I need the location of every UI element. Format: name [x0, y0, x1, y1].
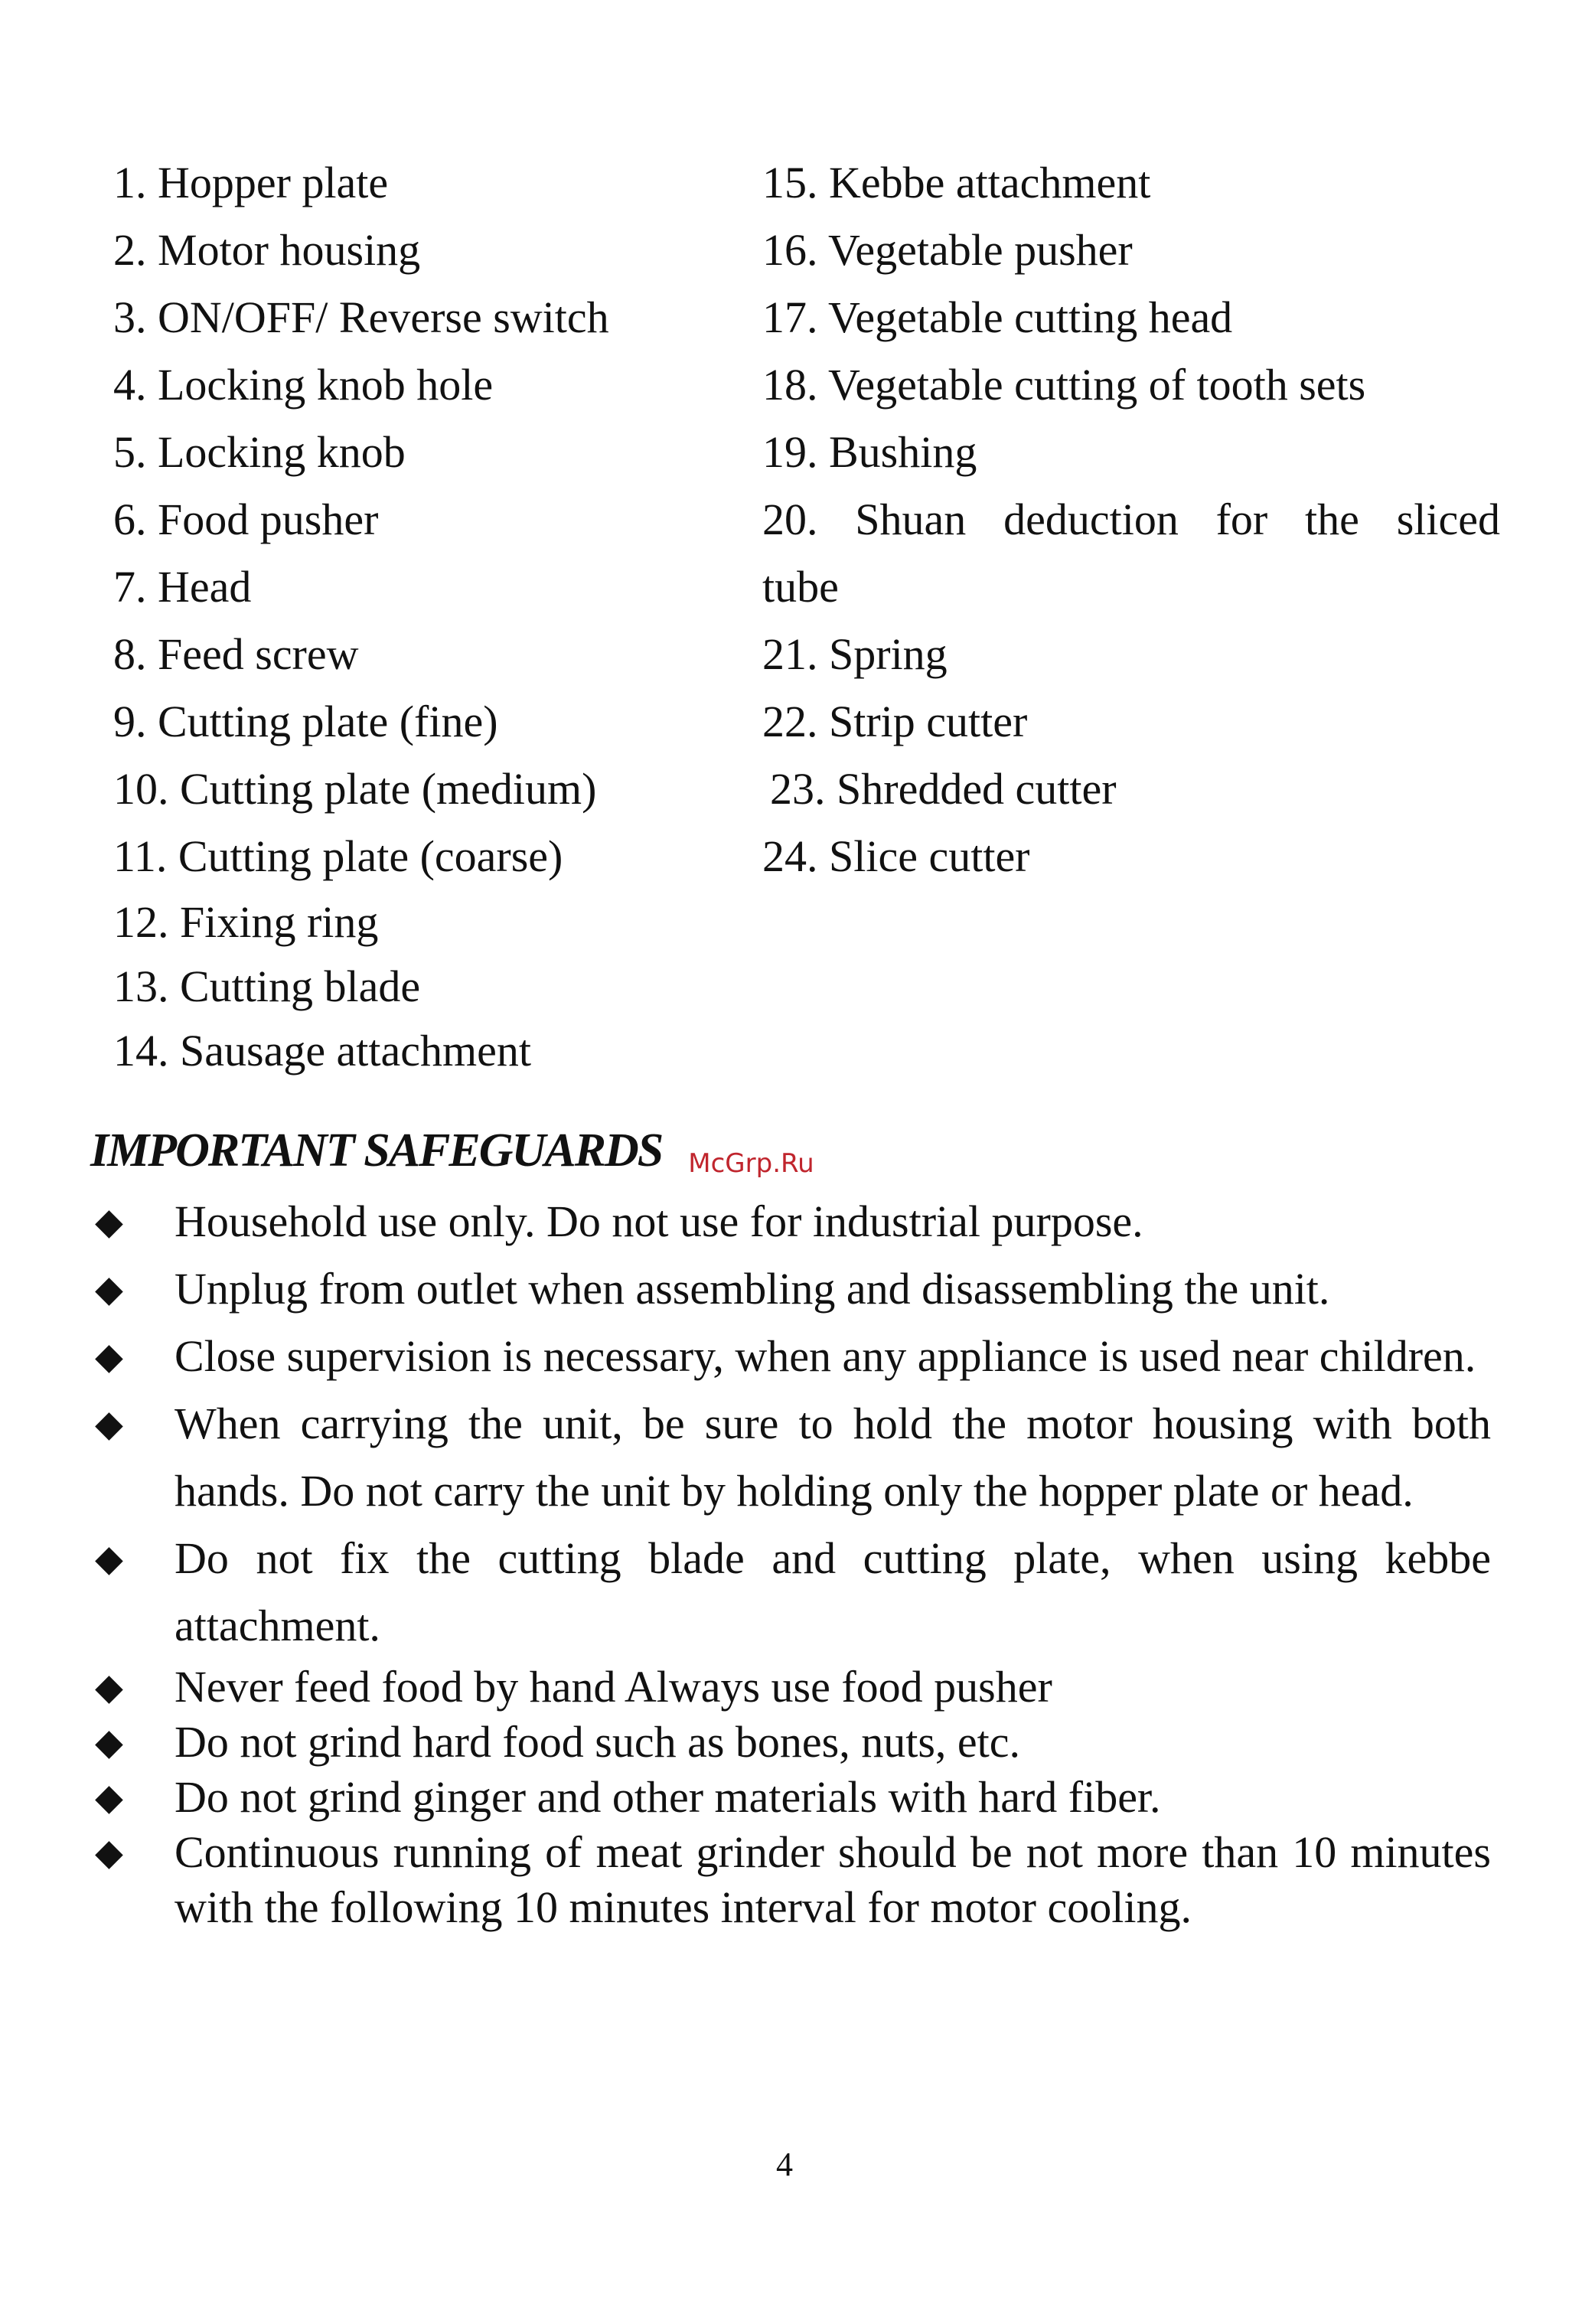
- part-item: 8. Feed screw: [113, 629, 359, 679]
- part-item: 14. Sausage attachment: [113, 1026, 531, 1076]
- safeguards-list: [90, 1188, 1491, 1935]
- parts-list-right: [762, 149, 1500, 890]
- diamond-bullet-icon: ◆: [95, 1721, 123, 1764]
- safeguard-item: [90, 1390, 1491, 1525]
- part-item: 23. Shredded cutter: [770, 764, 1117, 814]
- part-item: 13. Cutting blade: [113, 961, 421, 1011]
- safeguard-item: [90, 1770, 1491, 1825]
- section-heading: IMPORTANT SAFEGUARDS: [90, 1124, 663, 1177]
- safeguard-text: Do not grind hard food such as bones, nuts, etc.: [175, 1717, 1021, 1767]
- safeguard-text: When carrying the unit, be sure to hold the motor housing with both hands. Do not carry the unit by holding only the hopper plate or head.: [175, 1399, 1491, 1516]
- part-item: 9. Cutting plate (fine): [113, 697, 498, 746]
- part-item: 24. Slice cutter: [762, 831, 1030, 881]
- part-item: 4. Locking knob hole: [113, 360, 494, 410]
- safeguard-text: Never feed food by hand Always use food pusher: [175, 1662, 1052, 1712]
- diamond-bullet-icon: ◆: [95, 1200, 123, 1243]
- parts-list-left: [113, 149, 771, 1083]
- safeguard-item: [90, 1660, 1491, 1715]
- diamond-bullet-icon: ◆: [95, 1666, 123, 1709]
- watermark: McGrp.Ru: [688, 1148, 814, 1179]
- part-item: 22. Strip cutter: [762, 697, 1028, 746]
- safeguard-item: [90, 1323, 1491, 1390]
- safeguard-item: [90, 1188, 1491, 1255]
- part-item: 18. Vegetable cutting of tooth sets: [762, 360, 1366, 410]
- safeguard-item: [90, 1825, 1491, 1935]
- page-number: 4: [776, 2146, 793, 2183]
- part-item: 5. Locking knob: [113, 427, 406, 477]
- part-item: 12. Fixing ring: [113, 897, 379, 947]
- part-item: 17. Vegetable cutting head: [762, 292, 1233, 342]
- safeguards-heading-row: [90, 1124, 814, 1185]
- part-item: 19. Bushing: [762, 427, 977, 477]
- diamond-bullet-icon: ◆: [95, 1268, 123, 1311]
- part-item: 1. Hopper plate: [113, 158, 389, 207]
- diamond-bullet-icon: ◆: [95, 1335, 123, 1378]
- diamond-bullet-icon: ◆: [95, 1776, 123, 1819]
- safeguard-text: Household use only. Do not use for industrial purpose.: [175, 1196, 1143, 1246]
- diamond-bullet-icon: ◆: [95, 1537, 123, 1580]
- part-item: 21. Spring: [762, 629, 948, 679]
- part-item: 20. Shuan deduction for the sliced tube: [762, 495, 1500, 612]
- part-item: 10. Cutting plate (medium): [113, 764, 597, 814]
- safeguard-text: Continuous running of meat grinder should be not more than 10 minutes with the following 10 minutes interval for motor cooling.: [175, 1827, 1491, 1932]
- part-item: 2. Motor housing: [113, 225, 421, 275]
- diamond-bullet-icon: ◆: [95, 1831, 123, 1874]
- safeguard-item: [90, 1255, 1491, 1323]
- part-item: 3. ON/OFF/ Reverse switch: [113, 292, 609, 342]
- part-item: 6. Food pusher: [113, 495, 379, 544]
- diamond-bullet-icon: ◆: [95, 1402, 123, 1445]
- part-item: 7. Head: [113, 562, 252, 612]
- part-item: 16. Vegetable pusher: [762, 225, 1133, 275]
- safeguard-item: [90, 1715, 1491, 1770]
- safeguard-text: Close supervision is necessary, when any appliance is used near children.: [175, 1331, 1476, 1381]
- safeguard-text: Do not grind ginger and other materials with hard fiber.: [175, 1772, 1161, 1822]
- safeguard-text: Do not fix the cutting blade and cutting plate, when using kebbe attachment.: [175, 1533, 1491, 1650]
- part-item: 15. Kebbe attachment: [762, 158, 1151, 207]
- safeguard-item: [90, 1525, 1491, 1660]
- part-item: 11. Cutting plate (coarse): [113, 831, 563, 881]
- safeguard-text: Unplug from outlet when assembling and disassembling the unit.: [175, 1264, 1330, 1314]
